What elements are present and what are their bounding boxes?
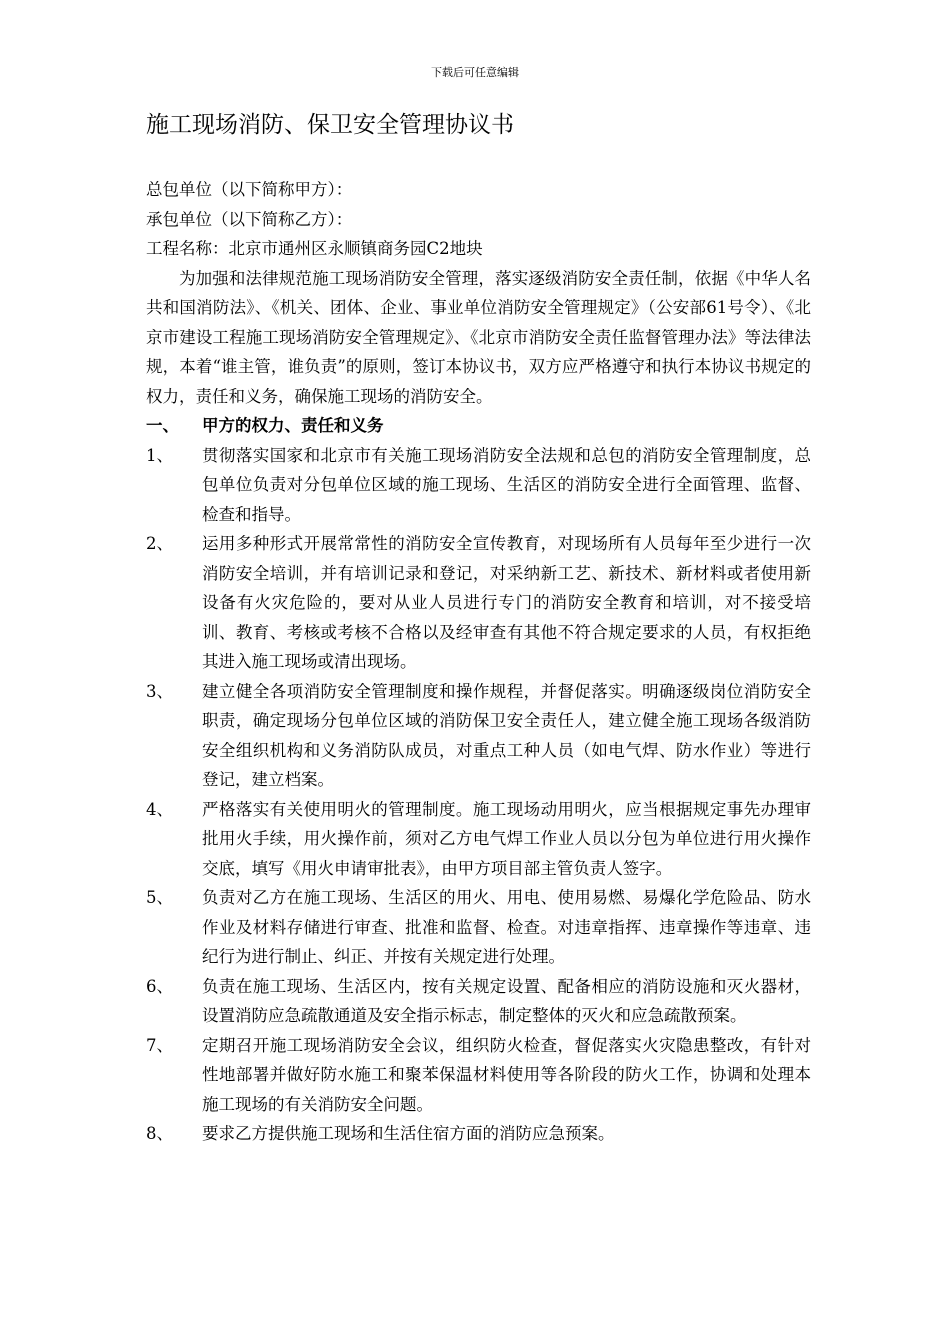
list-item [146,441,811,530]
item-number: 2、 [146,534,173,553]
item-text: 定期召开施工现场消防安全会议，组织防火检查，督促落实火灾隐患整改，有针对性地部署并做好防水施工和聚苯保温材料使用等各阶段的防火工作，协调和处理本施工现场的有关消防安全问题。 [202,1035,811,1114]
item-text: 运用多种形式开展常常性的消防安全宣传教育，对现场所有人员每年至少进行一次消防安全培训，并有培训记录和登记，对采纳新工艺、新技术、新材料或者使用新设备有火灾危险的，要对从业人员进行专门的消防安全教育和培训，对不接受培训、教育、考核或考核不合格以及经审查有其他不符合规定要求的人员，有权拒绝其进入施工现场或清出现场。 [202,534,811,671]
party-b-line: 承包单位（以下简称乙方）： [146,209,353,229]
item-number: 4、 [146,799,173,819]
item-number: 5、 [146,888,173,907]
item-number: 8、 [146,1124,173,1143]
party-a-line: 总包单位（以下简称甲方）： [146,180,353,199]
document-title: 施工现场消防、保卫安全管理协议书 [146,112,514,138]
item-number: 3、 [146,681,173,701]
list-item [146,972,811,1031]
page-header-note: 下载后可任意编辑 [431,66,519,79]
list-item [146,1031,811,1120]
section-heading [146,411,811,441]
item-text: 建立健全各项消防安全管理制度和操作规程，并督促落实。明确逐级岗位消防安全职责，确定现场分包单位区域的消防保卫安全责任人，建立健全施工现场各级消防安全组织机构和义务消防队成员，对重点工种人员（如电气焊、防水作业）等进行登记，建立档案。 [202,681,811,789]
item-text: 负责在施工现场、生活区内，按有关规定设置、配备相应的消防设施和灭火器材，设置消防应急疏散通道及安全指示标志，制定整体的灭火和应急疏散预案。 [202,976,811,1025]
clause-list [146,441,811,1149]
list-item [146,1119,811,1149]
list-item [146,677,811,795]
item-text: 要求乙方提供施工现场和生活住宿方面的消防应急预案。 [202,1124,615,1143]
item-number: 7、 [146,1035,173,1055]
list-item [146,795,811,884]
item-text: 贯彻落实国家和北京市有关施工现场消防安全法规和总包的消防安全管理制度，总包单位负责对分包单位区域的施工现场、生活区的消防安全进行全面管理、监督、检查和指导。 [202,445,811,524]
section-title: 甲方的权力、责任和义务 [202,416,384,435]
project-name-line: 工程名称：北京市通州区永顺镇商务园C2地块 [146,239,483,258]
item-number: 6、 [146,976,173,996]
list-item [146,883,811,972]
intro-paragraph: 为加强和法律规范施工现场消防安全管理，落实逐级消防安全责任制，依据《中华人名共和国消防法》、《机关、团体、企业、事业单位消防安全管理规定》（公安部61号令）、《北京市建设工程施工现场消防安全管理规定》、《北京市消防安全责任监督管理办法》等法律法规，本着“谁主管，谁负责”的原则，签订本协议书，双方应严格遵守和执行本协议书规定的权力，责任和义务，确保施工现场的消防安全。 [146,268,811,406]
item-text: 负责对乙方在施工现场、生活区的用火、用电、使用易燃、易爆化学危险品、防水作业及材料存储进行审查、批准和监督、检查。对违章指挥、违章操作等违章、违纪行为进行制止、纠正、并按有关规定进行处理。 [202,888,811,966]
item-text: 严格落实有关使用明火的管理制度。施工现场动用明火，应当根据规定事先办理审批用火手续，用火操作前，须对乙方电气焊工作业人员以分包为单位进行用火操作交底，填写《用火申请审批表》，由甲方项目部主管负责人签字。 [202,799,811,878]
section-number: 一、 [146,416,179,435]
document-body [146,175,811,1149]
item-number: 1、 [146,445,173,465]
list-item [146,529,811,677]
